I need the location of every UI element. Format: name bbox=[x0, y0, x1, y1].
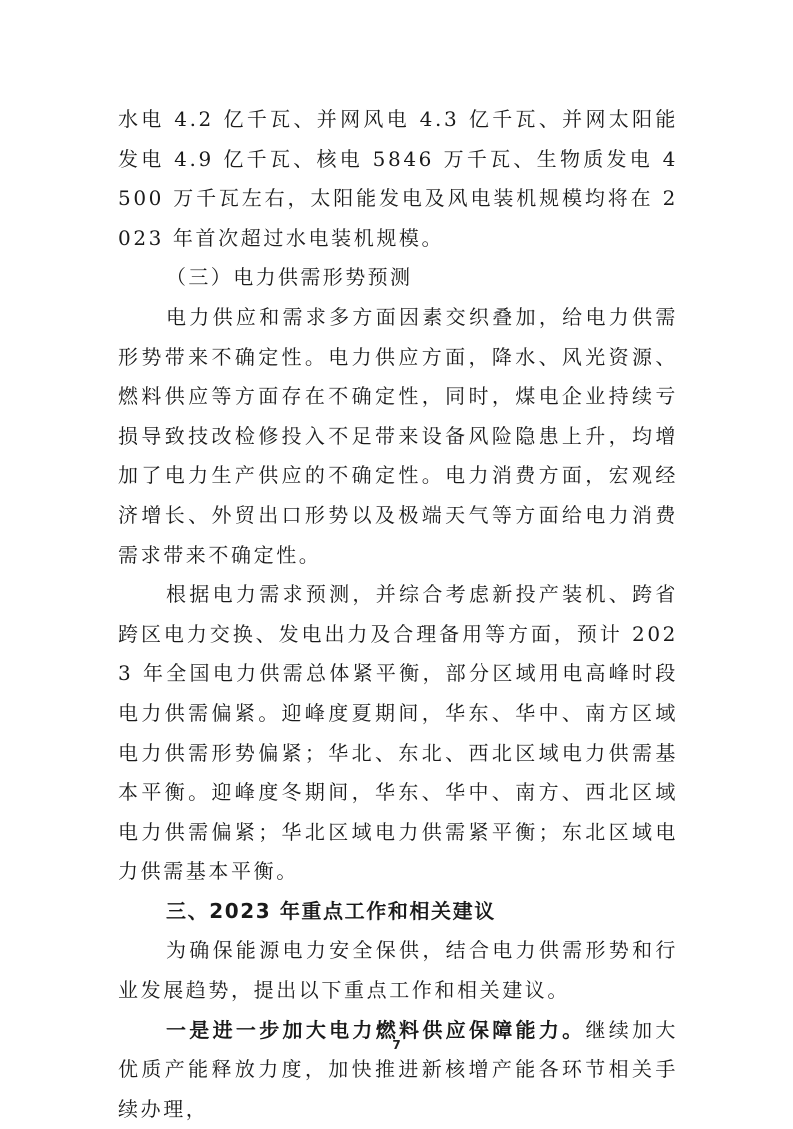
paragraph-key-work-intro: 为确保能源电力安全保供，结合电力供需形势和行业发展趋势，提出以下重点工作和相关建议。 bbox=[118, 938, 678, 1003]
subheading-supply-demand-forecast: （三）电力供需形势预测 bbox=[166, 265, 413, 290]
paragraph-regional-balance: 根据电力需求预测，并综合考虑新投产装机、跨省跨区电力交换、发电出力及合理备用等方面，预计 2023 年全国电力供需总体紧平衡，部分区域用电高峰时段电力供需偏紧。迎峰度夏期间，华东、华中、南方区域电力供需形势偏紧；华北、东北、西北区域电力供需基本平衡。迎峰度冬期间，华东、华中、南方、西北区域电力供需偏紧；华北区域电力供需紧平衡；东北区域电力供需基本平衡。 bbox=[118, 582, 678, 884]
section-heading-key-work: 三、2023 年重点工作和相关建议 bbox=[166, 898, 496, 923]
page-number: 7 bbox=[392, 1038, 401, 1052]
paragraph-fuel-supply bbox=[118, 1011, 678, 1129]
paragraph-body: 继续加大优质产能释放力度，加快推进新核增产能各环节相关手续办理， bbox=[118, 1017, 678, 1121]
body-text bbox=[118, 100, 678, 1129]
paragraph-capacity-forecast: 水电 4.2 亿千瓦、并网风电 4.3 亿千瓦、并网太阳能发电 4.9 亿千瓦、核电 5846 万千瓦、生物质发电 4500 万千瓦左右，太阳能发电及风电装机规模均将在 2023 年首次超过水电装机规模。 bbox=[118, 107, 678, 250]
paragraph-uncertainty: 电力供应和需求多方面因素交织叠加，给电力供需形势带来不确定性。电力供应方面，降水、风光资源、燃料供应等方面存在不确定性，同时，煤电企业持续亏损导致技改检修投入不足带来设备风险隐患上升，均增加了电力生产供应的不确定性。电力消费方面，宏观经济增长、外贸出口形势以及极端天气等方面给电力消费需求带来不确定性。 bbox=[118, 304, 678, 567]
paragraph-lead-bold: 一是进一步加大电力燃料供应保障能力。 bbox=[166, 1017, 586, 1042]
